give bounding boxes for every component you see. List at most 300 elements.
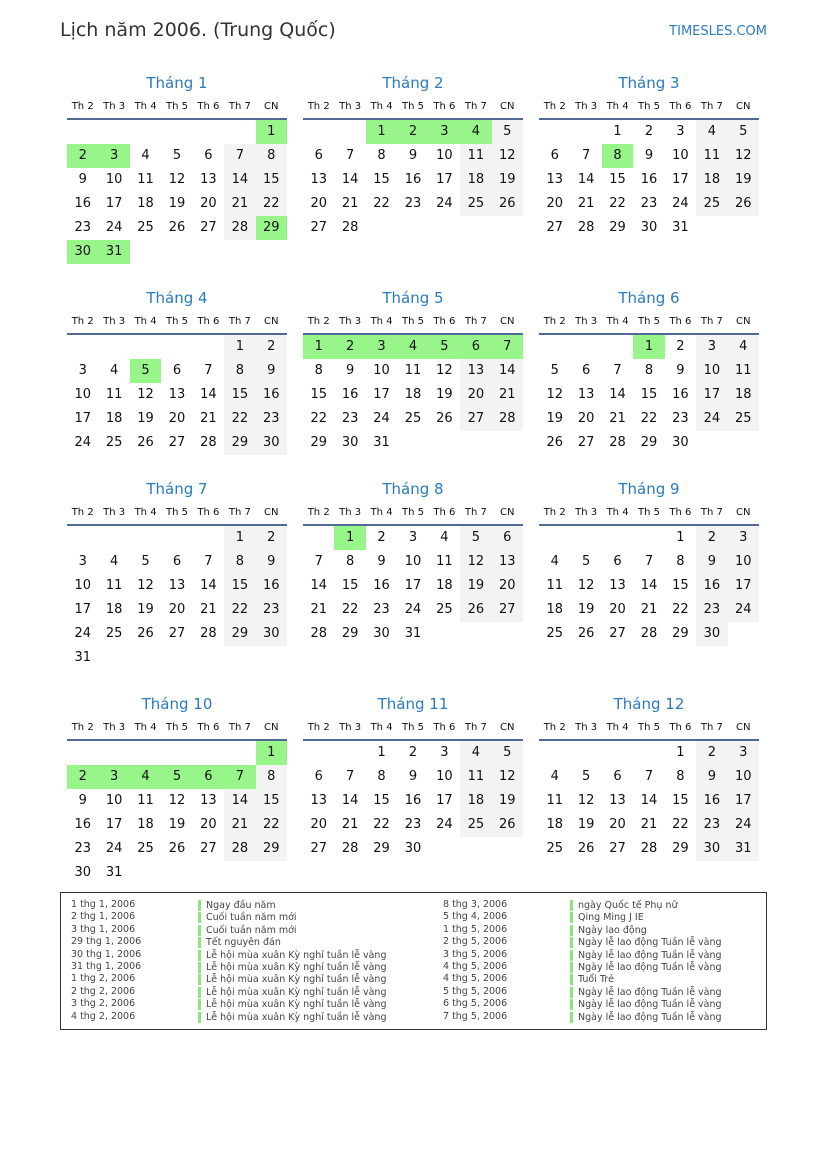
day-cell[interactable]: 23 — [640, 196, 658, 211]
day-cell[interactable]: 16 — [404, 172, 422, 187]
day-cell[interactable]: 12 — [460, 550, 491, 574]
day-cell[interactable]: 24 — [404, 602, 422, 617]
day-cell[interactable]: 1 — [224, 335, 255, 359]
day-cell[interactable]: 10 — [672, 148, 689, 163]
holiday-day-cell[interactable]: 29 — [256, 216, 287, 240]
day-cell[interactable]: 3 — [728, 526, 759, 550]
day-cell[interactable]: 17 — [373, 387, 390, 402]
day-cell[interactable]: 13 — [168, 578, 186, 593]
day-cell[interactable]: 29 — [373, 841, 390, 856]
day-cell[interactable]: 20 — [200, 817, 217, 832]
day-cell[interactable]: 28 — [341, 220, 359, 235]
day-cell[interactable]: 14 — [224, 789, 255, 813]
day-cell[interactable]: 19 — [577, 602, 595, 617]
day-cell[interactable]: 26 — [137, 626, 154, 641]
day-cell[interactable]: 9 — [408, 769, 418, 784]
day-cell[interactable]: 22 — [341, 602, 359, 617]
day-cell[interactable]: 2 — [676, 339, 685, 354]
day-cell[interactable]: 12 — [436, 363, 453, 378]
day-cell[interactable]: 15 — [373, 793, 390, 808]
day-cell[interactable]: 18 — [137, 817, 154, 832]
day-cell[interactable]: 9 — [696, 765, 727, 789]
day-cell[interactable]: 11 — [546, 793, 563, 808]
day-cell[interactable]: 4 — [696, 120, 727, 144]
day-cell[interactable]: 14 — [341, 172, 359, 187]
day-cell[interactable]: 13 — [577, 387, 595, 402]
day-cell[interactable]: 19 — [137, 411, 154, 426]
day-cell[interactable]: 19 — [168, 196, 186, 211]
day-cell[interactable]: 9 — [408, 148, 418, 163]
day-cell[interactable]: 22 — [672, 602, 689, 617]
holiday-day-cell[interactable]: 1 — [256, 120, 287, 144]
day-cell[interactable]: 11 — [460, 144, 491, 168]
day-cell[interactable]: 30 — [640, 220, 658, 235]
day-cell[interactable]: 27 — [609, 626, 626, 641]
holiday-day-cell[interactable]: 5 — [161, 765, 192, 789]
day-cell[interactable]: 26 — [492, 192, 523, 216]
day-cell[interactable]: 7 — [581, 148, 591, 163]
day-cell[interactable]: 12 — [577, 578, 595, 593]
day-cell[interactable]: 4 — [460, 741, 491, 765]
day-cell[interactable]: 18 — [546, 602, 563, 617]
day-cell[interactable]: 21 — [492, 383, 523, 407]
day-cell[interactable]: 15 — [373, 172, 390, 187]
day-cell[interactable]: 28 — [341, 841, 359, 856]
day-cell[interactable]: 10 — [696, 359, 727, 383]
holiday-day-cell[interactable]: 7 — [492, 335, 523, 359]
day-cell[interactable]: 14 — [640, 793, 658, 808]
day-cell[interactable]: 24 — [74, 435, 91, 450]
day-cell[interactable]: 2 — [377, 530, 386, 545]
day-cell[interactable]: 21 — [310, 602, 327, 617]
holiday-day-cell[interactable]: 7 — [224, 765, 255, 789]
day-cell[interactable]: 19 — [728, 168, 759, 192]
day-cell[interactable]: 14 — [224, 168, 255, 192]
day-cell[interactable]: 29 — [672, 626, 689, 641]
day-cell[interactable]: 23 — [74, 841, 91, 856]
day-cell[interactable]: 23 — [696, 813, 727, 837]
holiday-day-cell[interactable]: 2 — [334, 335, 365, 359]
day-cell[interactable]: 28 — [640, 841, 658, 856]
holiday-day-cell[interactable]: 3 — [429, 120, 460, 144]
day-cell[interactable]: 6 — [492, 526, 523, 550]
day-cell[interactable]: 4 — [141, 148, 150, 163]
day-cell[interactable]: 24 — [436, 817, 453, 832]
day-cell[interactable]: 27 — [577, 435, 595, 450]
day-cell[interactable]: 6 — [550, 148, 559, 163]
day-cell[interactable]: 14 — [200, 387, 217, 402]
day-cell[interactable]: 4 — [109, 554, 119, 569]
day-cell[interactable]: 2 — [256, 335, 287, 359]
day-cell[interactable]: 20 — [577, 411, 595, 426]
day-cell[interactable]: 26 — [460, 598, 491, 622]
day-cell[interactable]: 1 — [377, 745, 386, 760]
day-cell[interactable]: 10 — [74, 578, 91, 593]
day-cell[interactable]: 27 — [200, 841, 217, 856]
day-cell[interactable]: 28 — [200, 626, 217, 641]
day-cell[interactable]: 26 — [168, 220, 186, 235]
day-cell[interactable]: 18 — [460, 789, 491, 813]
day-cell[interactable]: 28 — [224, 216, 255, 240]
day-cell[interactable]: 15 — [256, 789, 287, 813]
day-cell[interactable]: 29 — [256, 837, 287, 861]
day-cell[interactable]: 15 — [672, 793, 689, 808]
day-cell[interactable]: 4 — [728, 335, 759, 359]
day-cell[interactable]: 10 — [728, 765, 759, 789]
day-cell[interactable]: 16 — [696, 574, 727, 598]
day-cell[interactable]: 8 — [256, 144, 287, 168]
day-cell[interactable]: 28 — [609, 435, 626, 450]
day-cell[interactable]: 24 — [728, 598, 759, 622]
day-cell[interactable]: 20 — [168, 411, 186, 426]
day-cell[interactable]: 1 — [676, 745, 685, 760]
day-cell[interactable]: 2 — [256, 526, 287, 550]
holiday-day-cell[interactable]: 1 — [256, 741, 287, 765]
day-cell[interactable]: 21 — [341, 817, 359, 832]
day-cell[interactable]: 17 — [105, 196, 123, 211]
day-cell[interactable]: 11 — [105, 387, 123, 402]
day-cell[interactable]: 27 — [310, 220, 327, 235]
day-cell[interactable]: 4 — [440, 530, 449, 545]
day-cell[interactable]: 14 — [577, 172, 595, 187]
day-cell[interactable]: 7 — [644, 554, 654, 569]
day-cell[interactable]: 19 — [436, 387, 453, 402]
day-cell[interactable]: 24 — [373, 411, 390, 426]
day-cell[interactable]: 21 — [224, 192, 255, 216]
day-cell[interactable]: 31 — [728, 837, 759, 861]
day-cell[interactable]: 17 — [728, 789, 759, 813]
day-cell[interactable]: 26 — [728, 192, 759, 216]
day-cell[interactable]: 4 — [550, 554, 559, 569]
day-cell[interactable]: 7 — [224, 144, 255, 168]
day-cell[interactable]: 29 — [224, 431, 255, 455]
day-cell[interactable]: 8 — [676, 554, 685, 569]
day-cell[interactable]: 31 — [105, 865, 123, 880]
day-cell[interactable]: 21 — [640, 602, 658, 617]
day-cell[interactable]: 17 — [436, 793, 453, 808]
day-cell[interactable]: 17 — [696, 383, 727, 407]
day-cell[interactable]: 30 — [404, 841, 422, 856]
day-cell[interactable]: 10 — [74, 387, 91, 402]
day-cell[interactable]: 12 — [546, 387, 563, 402]
holiday-day-cell[interactable]: 2 — [67, 765, 98, 789]
day-cell[interactable]: 28 — [577, 220, 595, 235]
day-cell[interactable]: 10 — [404, 554, 422, 569]
holiday-day-cell[interactable]: 3 — [98, 765, 129, 789]
day-cell[interactable]: 30 — [256, 622, 287, 646]
day-cell[interactable]: 22 — [672, 817, 689, 832]
day-cell[interactable]: 22 — [256, 192, 287, 216]
day-cell[interactable]: 23 — [341, 411, 359, 426]
day-cell[interactable]: 20 — [609, 817, 626, 832]
day-cell[interactable]: 14 — [640, 578, 658, 593]
day-cell[interactable]: 29 — [609, 220, 626, 235]
day-cell[interactable]: 29 — [310, 435, 327, 450]
day-cell[interactable]: 21 — [341, 196, 359, 211]
day-cell[interactable]: 4 — [550, 769, 559, 784]
day-cell[interactable]: 27 — [168, 435, 186, 450]
day-cell[interactable]: 6 — [581, 363, 591, 378]
day-cell[interactable]: 2 — [408, 745, 418, 760]
day-cell[interactable]: 21 — [609, 411, 626, 426]
day-cell[interactable]: 26 — [168, 841, 186, 856]
day-cell[interactable]: 23 — [74, 220, 91, 235]
day-cell[interactable]: 20 — [310, 817, 327, 832]
day-cell[interactable]: 25 — [105, 435, 123, 450]
day-cell[interactable]: 1 — [613, 124, 622, 139]
day-cell[interactable]: 5 — [460, 526, 491, 550]
day-cell[interactable]: 9 — [256, 359, 287, 383]
day-cell[interactable]: 23 — [373, 602, 390, 617]
day-cell[interactable]: 15 — [256, 168, 287, 192]
day-cell[interactable]: 30 — [696, 622, 727, 646]
day-cell[interactable]: 9 — [696, 550, 727, 574]
day-cell[interactable]: 26 — [577, 841, 595, 856]
day-cell[interactable]: 6 — [613, 769, 622, 784]
day-cell[interactable]: 12 — [137, 578, 154, 593]
day-cell[interactable]: 17 — [105, 817, 123, 832]
day-cell[interactable]: 9 — [377, 554, 386, 569]
day-cell[interactable]: 12 — [168, 172, 186, 187]
day-cell[interactable]: 8 — [377, 769, 386, 784]
day-cell[interactable]: 22 — [373, 817, 390, 832]
day-cell[interactable]: 12 — [728, 144, 759, 168]
day-cell[interactable]: 31 — [672, 220, 689, 235]
day-cell[interactable]: 5 — [172, 148, 182, 163]
day-cell[interactable]: 22 — [224, 598, 255, 622]
day-cell[interactable]: 25 — [460, 192, 491, 216]
day-cell[interactable]: 25 — [436, 602, 453, 617]
day-cell[interactable]: 19 — [492, 168, 523, 192]
holiday-day-cell[interactable]: 2 — [67, 144, 98, 168]
day-cell[interactable]: 20 — [546, 196, 563, 211]
day-cell[interactable]: 17 — [672, 172, 689, 187]
day-cell[interactable]: 18 — [728, 383, 759, 407]
day-cell[interactable]: 16 — [373, 578, 390, 593]
day-cell[interactable]: 10 — [373, 363, 390, 378]
day-cell[interactable]: 16 — [672, 387, 689, 402]
day-cell[interactable]: 17 — [436, 172, 453, 187]
day-cell[interactable]: 2 — [644, 124, 654, 139]
day-cell[interactable]: 20 — [492, 574, 523, 598]
day-cell[interactable]: 14 — [310, 578, 327, 593]
day-cell[interactable]: 28 — [640, 626, 658, 641]
day-cell[interactable]: 21 — [200, 602, 217, 617]
day-cell[interactable]: 19 — [460, 574, 491, 598]
day-cell[interactable]: 8 — [314, 363, 323, 378]
day-cell[interactable]: 27 — [492, 598, 523, 622]
day-cell[interactable]: 16 — [640, 172, 658, 187]
day-cell[interactable]: 12 — [577, 793, 595, 808]
day-cell[interactable]: 11 — [137, 793, 154, 808]
day-cell[interactable]: 27 — [310, 841, 327, 856]
day-cell[interactable]: 13 — [546, 172, 563, 187]
day-cell[interactable]: 9 — [256, 550, 287, 574]
day-cell[interactable]: 20 — [609, 602, 626, 617]
day-cell[interactable]: 3 — [728, 741, 759, 765]
day-cell[interactable]: 18 — [105, 602, 123, 617]
day-cell[interactable]: 25 — [696, 192, 727, 216]
day-cell[interactable]: 16 — [256, 383, 287, 407]
day-cell[interactable]: 5 — [141, 554, 150, 569]
day-cell[interactable]: 25 — [546, 626, 563, 641]
holiday-day-cell[interactable]: 5 — [130, 359, 161, 383]
day-cell[interactable]: 13 — [609, 578, 626, 593]
day-cell[interactable]: 20 — [168, 602, 186, 617]
day-cell[interactable]: 19 — [577, 817, 595, 832]
day-cell[interactable]: 18 — [137, 196, 154, 211]
day-cell[interactable]: 31 — [404, 626, 422, 641]
day-cell[interactable]: 15 — [609, 172, 626, 187]
day-cell[interactable]: 8 — [345, 554, 355, 569]
day-cell[interactable]: 13 — [200, 172, 217, 187]
holiday-day-cell[interactable]: 8 — [602, 144, 633, 168]
day-cell[interactable]: 24 — [672, 196, 689, 211]
day-cell[interactable]: 3 — [676, 124, 685, 139]
day-cell[interactable]: 5 — [581, 769, 591, 784]
holiday-day-cell[interactable]: 1 — [366, 120, 397, 144]
day-cell[interactable]: 31 — [373, 435, 390, 450]
day-cell[interactable]: 16 — [74, 196, 91, 211]
day-cell[interactable]: 7 — [644, 769, 654, 784]
day-cell[interactable]: 3 — [408, 530, 418, 545]
day-cell[interactable]: 25 — [137, 841, 154, 856]
day-cell[interactable]: 7 — [204, 363, 213, 378]
day-cell[interactable]: 18 — [436, 578, 453, 593]
day-cell[interactable]: 10 — [105, 172, 123, 187]
day-cell[interactable]: 9 — [676, 363, 685, 378]
day-cell[interactable]: 14 — [609, 387, 626, 402]
day-cell[interactable]: 12 — [492, 765, 523, 789]
day-cell[interactable]: 22 — [609, 196, 626, 211]
holiday-day-cell[interactable]: 31 — [98, 240, 129, 264]
day-cell[interactable]: 1 — [224, 526, 255, 550]
day-cell[interactable]: 7 — [345, 769, 355, 784]
day-cell[interactable]: 14 — [341, 793, 359, 808]
day-cell[interactable]: 25 — [137, 220, 154, 235]
day-cell[interactable]: 9 — [78, 172, 87, 187]
day-cell[interactable]: 6 — [172, 363, 182, 378]
holiday-day-cell[interactable]: 5 — [429, 335, 460, 359]
day-cell[interactable]: 10 — [436, 769, 453, 784]
day-cell[interactable]: 6 — [613, 554, 622, 569]
day-cell[interactable]: 24 — [436, 196, 453, 211]
day-cell[interactable]: 24 — [105, 841, 123, 856]
day-cell[interactable]: 6 — [204, 148, 213, 163]
day-cell[interactable]: 13 — [492, 550, 523, 574]
day-cell[interactable]: 23 — [672, 411, 689, 426]
day-cell[interactable]: 25 — [404, 411, 422, 426]
day-cell[interactable]: 26 — [577, 626, 595, 641]
day-cell[interactable]: 26 — [492, 813, 523, 837]
day-cell[interactable]: 25 — [460, 813, 491, 837]
day-cell[interactable]: 24 — [696, 407, 727, 431]
day-cell[interactable]: 5 — [492, 741, 523, 765]
day-cell[interactable]: 13 — [609, 793, 626, 808]
day-cell[interactable]: 12 — [137, 387, 154, 402]
day-cell[interactable]: 3 — [696, 335, 727, 359]
day-cell[interactable]: 3 — [78, 554, 87, 569]
day-cell[interactable]: 29 — [224, 622, 255, 646]
day-cell[interactable]: 25 — [546, 841, 563, 856]
day-cell[interactable]: 3 — [78, 363, 87, 378]
day-cell[interactable]: 11 — [105, 578, 123, 593]
holiday-day-cell[interactable]: 30 — [67, 240, 98, 264]
day-cell[interactable]: 26 — [137, 435, 154, 450]
day-cell[interactable]: 27 — [460, 407, 491, 431]
day-cell[interactable]: 15 — [672, 578, 689, 593]
day-cell[interactable]: 11 — [460, 765, 491, 789]
day-cell[interactable]: 29 — [640, 435, 658, 450]
day-cell[interactable]: 5 — [581, 554, 591, 569]
day-cell[interactable]: 19 — [168, 817, 186, 832]
day-cell[interactable]: 19 — [492, 789, 523, 813]
day-cell[interactable]: 2 — [696, 526, 727, 550]
day-cell[interactable]: 23 — [256, 598, 287, 622]
day-cell[interactable]: 15 — [224, 574, 255, 598]
day-cell[interactable]: 14 — [492, 359, 523, 383]
day-cell[interactable]: 23 — [696, 598, 727, 622]
holiday-day-cell[interactable]: 6 — [460, 335, 491, 359]
day-cell[interactable]: 8 — [644, 363, 654, 378]
day-cell[interactable]: 8 — [676, 769, 685, 784]
day-cell[interactable]: 30 — [256, 431, 287, 455]
day-cell[interactable]: 10 — [728, 550, 759, 574]
day-cell[interactable]: 16 — [696, 789, 727, 813]
day-cell[interactable]: 15 — [640, 387, 658, 402]
day-cell[interactable]: 13 — [168, 387, 186, 402]
day-cell[interactable]: 28 — [200, 435, 217, 450]
day-cell[interactable]: 23 — [404, 817, 422, 832]
day-cell[interactable]: 6 — [314, 769, 323, 784]
day-cell[interactable]: 28 — [310, 626, 327, 641]
brand-link[interactable]: TIMESLES.COM — [669, 24, 767, 39]
day-cell[interactable]: 27 — [200, 220, 217, 235]
day-cell[interactable]: 11 — [696, 144, 727, 168]
day-cell[interactable]: 16 — [256, 574, 287, 598]
day-cell[interactable]: 30 — [696, 837, 727, 861]
day-cell[interactable]: 15 — [341, 578, 359, 593]
day-cell[interactable]: 24 — [728, 813, 759, 837]
holiday-day-cell[interactable]: 1 — [303, 335, 334, 359]
day-cell[interactable]: 22 — [310, 411, 327, 426]
day-cell[interactable]: 8 — [224, 550, 255, 574]
day-cell[interactable]: 11 — [137, 172, 154, 187]
day-cell[interactable]: 27 — [609, 841, 626, 856]
day-cell[interactable]: 18 — [460, 168, 491, 192]
day-cell[interactable]: 7 — [204, 554, 213, 569]
day-cell[interactable]: 18 — [404, 387, 422, 402]
day-cell[interactable]: 12 — [492, 144, 523, 168]
holiday-day-cell[interactable]: 4 — [397, 335, 428, 359]
day-cell[interactable]: 11 — [728, 359, 759, 383]
day-cell[interactable]: 25 — [728, 407, 759, 431]
day-cell[interactable]: 23 — [256, 407, 287, 431]
day-cell[interactable]: 30 — [672, 435, 689, 450]
day-cell[interactable]: 21 — [640, 817, 658, 832]
holiday-day-cell[interactable]: 2 — [397, 120, 428, 144]
day-cell[interactable]: 18 — [696, 168, 727, 192]
day-cell[interactable]: 22 — [256, 813, 287, 837]
day-cell[interactable]: 6 — [314, 148, 323, 163]
day-cell[interactable]: 6 — [172, 554, 182, 569]
day-cell[interactable]: 16 — [404, 793, 422, 808]
day-cell[interactable]: 7 — [314, 554, 323, 569]
holiday-day-cell[interactable]: 6 — [193, 765, 224, 789]
day-cell[interactable]: 17 — [728, 574, 759, 598]
day-cell[interactable]: 16 — [341, 387, 359, 402]
day-cell[interactable]: 29 — [672, 841, 689, 856]
